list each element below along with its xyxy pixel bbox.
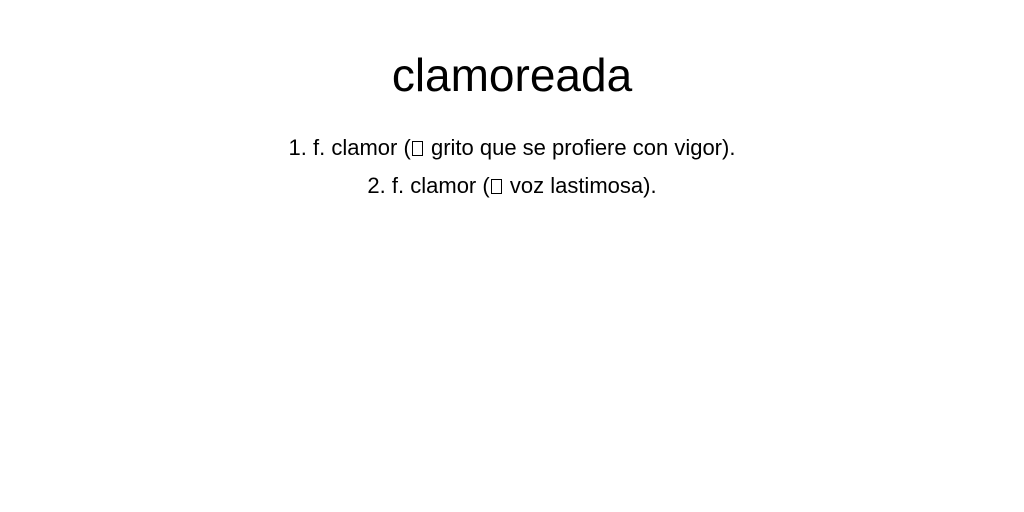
missing-glyph-icon: [412, 141, 423, 156]
reference-term: clamor: [410, 173, 477, 198]
paren-open: (: [403, 135, 411, 160]
definition-item-1: [0, 129, 1024, 167]
paren-close: ).: [643, 173, 657, 198]
definition-number: 1.: [288, 135, 307, 160]
definition-item-2: [0, 167, 1024, 205]
paren-open: (: [482, 173, 490, 198]
paren-close: ).: [722, 135, 736, 160]
definition-number: 2.: [367, 173, 386, 198]
definition-gloss: grito que se profiere con vigor: [430, 135, 723, 160]
reference-term: clamor: [331, 135, 398, 160]
definition-gloss: voz lastimosa: [509, 173, 644, 198]
definition-list: [0, 129, 1024, 205]
grammatical-category: f.: [391, 173, 405, 198]
grammatical-category: f.: [313, 135, 326, 160]
missing-glyph-icon: [491, 179, 502, 194]
headword: clamoreada: [391, 49, 633, 101]
